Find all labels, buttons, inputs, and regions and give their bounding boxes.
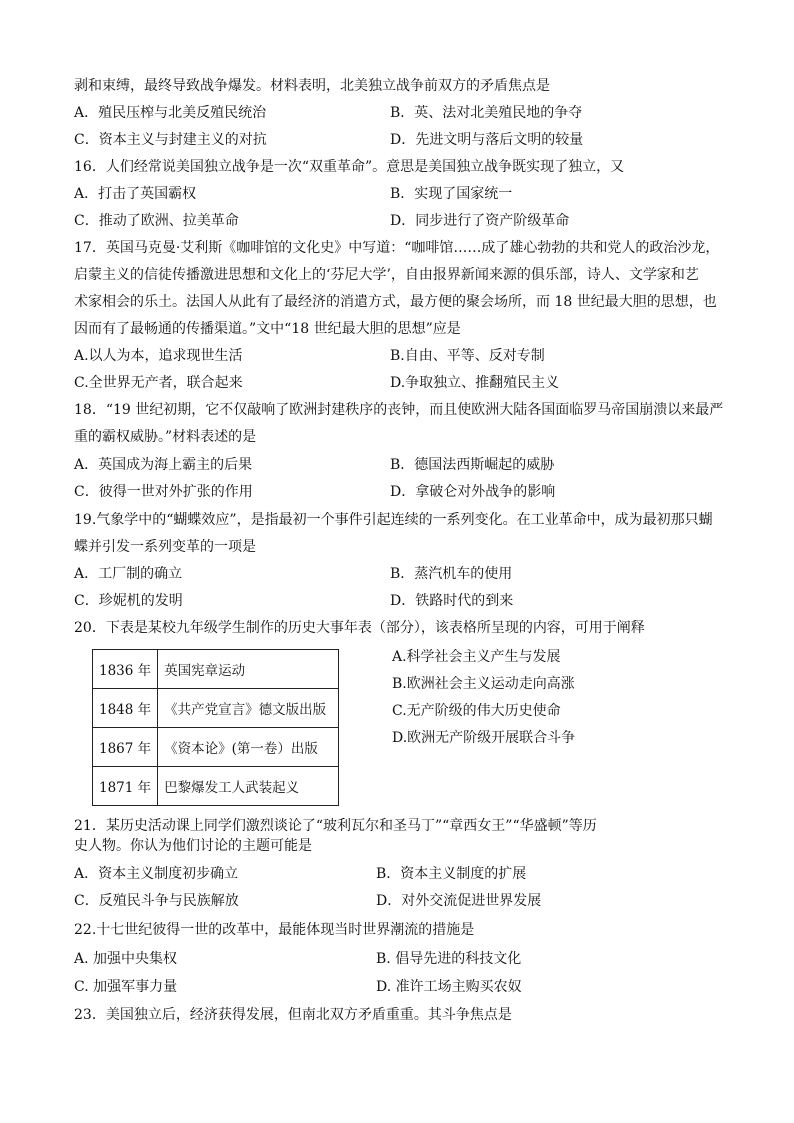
q16-stem: 16．人们经常说美国独立战争是一次“双重革命”。意思是美国独立战争既实现了独立，又	[74, 159, 625, 175]
q19-stem-2: 蝶并引发一系列变革的一项是	[74, 539, 256, 555]
year-cell: 1848 年	[93, 689, 158, 728]
q16-option-a: A．打击了英国霸权	[74, 186, 197, 202]
q22-option-d: D. 准许工场主购买农奴	[376, 979, 522, 995]
q20-option-c: C.无产阶级的伟大历史使命	[392, 703, 561, 719]
table-row	[93, 650, 339, 689]
q16-option-c: C．推动了欧洲、拉美革命	[74, 213, 239, 229]
q15-option-d: D．先进文明与落后文明的较量	[390, 132, 584, 148]
q17-option-d: D.争取独立、推翻殖民主义	[390, 375, 560, 391]
q20-option-d: D.欧洲无产阶级开展联合斗争	[392, 730, 576, 746]
q20-option-a: A.科学社会主义产生与发展	[392, 649, 561, 665]
q21-stem-2: 史人物。你认为他们讨论的主题可能是	[74, 838, 312, 854]
q15-option-b: B．英、法对北美殖民地的争夺	[390, 105, 583, 121]
year-cell: 1867 年	[93, 728, 158, 767]
q17-option-c: C.全世界无产者，联合起来	[74, 375, 243, 391]
q16-option-b: B．实现了国家统一	[390, 186, 513, 202]
year-cell: 1836 年	[93, 650, 158, 689]
table-row	[93, 728, 339, 767]
q21-option-a: A．资本主义制度初步确立	[74, 866, 239, 882]
q15-option-a: A．殖民压榨与北美反殖民统治	[74, 105, 267, 121]
event-cell: 巴黎爆发工人武装起义	[158, 767, 339, 806]
q22-option-b: B. 倡导先进的科技文化	[376, 951, 522, 967]
q15-stem-tail: 剥和束缚，最终导致战争爆发。材料表明，北美独立战争前双方的矛盾焦点是	[74, 78, 550, 94]
q17-option-b: B.自由、平等、反对专制	[390, 348, 545, 364]
q19-option-c: C．珍妮机的发明	[74, 593, 183, 609]
q23-stem: 23．美国独立后，经济获得发展，但南北双方矛盾重重。其斗争焦点是	[74, 1007, 512, 1023]
event-cell: 英国宪章运动	[158, 650, 339, 689]
q19-option-a: A．工厂制的确立	[74, 566, 183, 582]
q18-stem-1: 18．“19 世纪初期，它不仅敲响了欧洲封建秩序的丧钟，而且使欧洲大陆各国面临罗马帝国崩溃以来最严	[74, 402, 724, 418]
q19-stem-1: 19.气象学中的“蝴蝶效应”，是指最初一个事件引起连续的一系列变化。在工业革命中，成为最初那只蝴	[74, 512, 713, 528]
year-cell: 1871 年	[93, 767, 158, 806]
q22-option-c: C. 加强军事力量	[74, 979, 178, 995]
q20-stem: 20．下表是某校九年级学生制作的历史大事年表（部分），该表格所呈现的内容，可用于阐释	[74, 620, 645, 636]
q18-option-d: D．拿破仑对外战争的影响	[390, 484, 556, 500]
q18-option-a: A．英国成为海上霸主的后果	[74, 457, 253, 473]
q21-option-c: C．反殖民斗争与民族解放	[74, 893, 239, 909]
q21-option-b: B．资本主义制度的扩展	[376, 866, 527, 882]
q19-option-b: B．蒸汽机车的使用	[390, 566, 513, 582]
q17-stem-4: 因而有了最畅通的传播渠道。”文中“18 世纪最大胆的思想”应是	[74, 321, 461, 337]
q18-option-b: B．德国法西斯崛起的威胁	[390, 457, 555, 473]
q21-option-d: D．对外交流促进世界发展	[376, 893, 542, 909]
q15-option-c: C．资本主义与封建主义的对抗	[74, 132, 267, 148]
q18-option-c: C．彼得一世对外扩张的作用	[74, 484, 253, 500]
q17-option-a: A.以人为本，追求现世生活	[74, 348, 243, 364]
table-row	[93, 767, 339, 806]
event-cell: 《共产党宣言》德文版出版	[158, 689, 339, 728]
q22-option-a: A. 加强中央集权	[74, 951, 178, 967]
event-cell: 《资本论》(第一卷）出版	[158, 728, 339, 767]
table-row	[93, 689, 339, 728]
q17-stem-1: 17．英国马克曼·艾利斯《咖啡馆的文化史》中写道：“咖啡馆……成了雄心勃勃的共和党人的政治沙龙，	[74, 240, 720, 256]
q17-stem-3: 术家相会的乐土。法国人从此有了最经济的消遣方式，最方便的聚会场所，而 18 世纪最大胆的思想，也	[74, 294, 717, 310]
q21-stem-1: 21．某历史活动课上同学们激烈谈论了“玻利瓦尔和圣马丁”“章西女王”“华盛顿”等历	[74, 818, 597, 834]
q18-stem-2: 重的霸权威胁。”材料表述的是	[74, 429, 257, 445]
q22-stem: 22.十七世纪彼得一世的改革中，最能体现当时世界潮流的措施是	[74, 922, 475, 938]
q20-option-b: B.欧洲社会主义运动走向高涨	[392, 676, 575, 692]
q19-option-d: D．铁路时代的到来	[390, 593, 514, 609]
q20-events-table	[92, 649, 339, 806]
q17-stem-2: 启蒙主义的信徒传播激进思想和文化上的‘芬尼大学’，自由报界新闻来源的俱乐部，诗人、文学家和艺	[74, 267, 699, 283]
q16-option-d: D．同步进行了资产阶级革命	[390, 213, 570, 229]
